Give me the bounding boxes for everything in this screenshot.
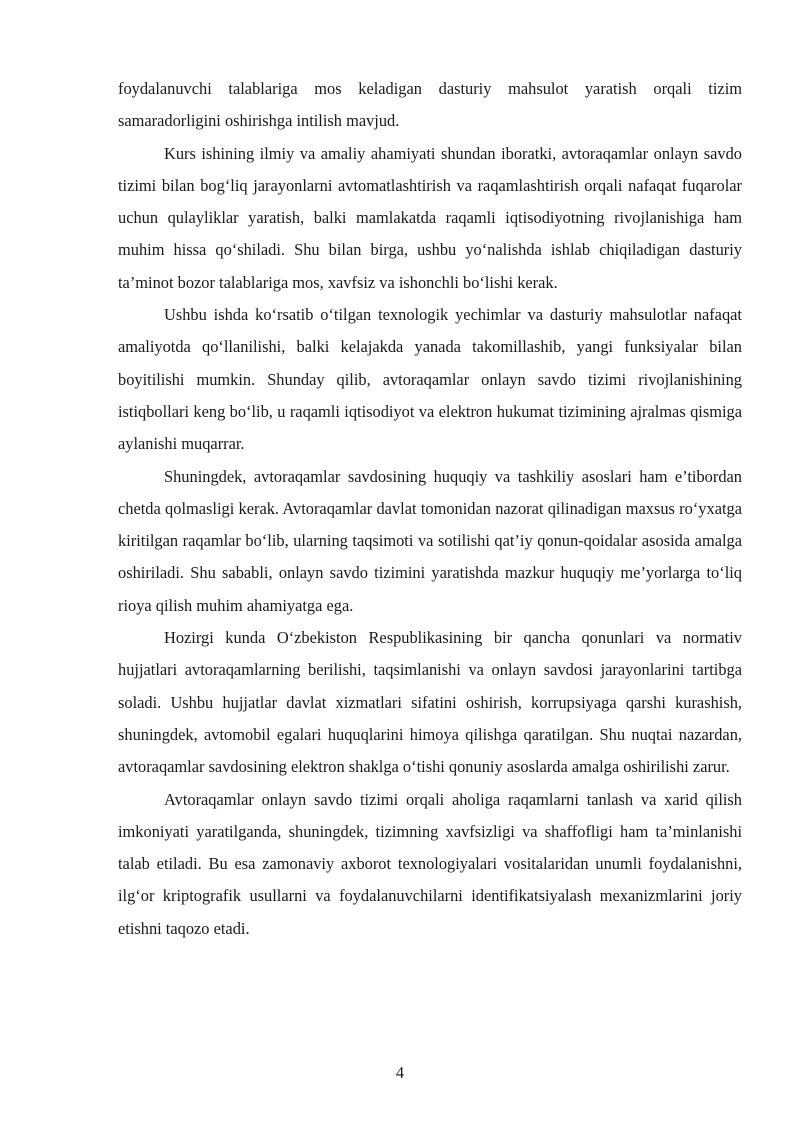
- document-page: [118, 73, 742, 945]
- paragraph-security: Avtoraqamlar onlayn savdo tizimi orqali aholiga raqamlarni tanlash va xarid qilish imkoniyati yaratilganda, shuningdek, tizimning xavfsizligi va shaffofligi ham ta’minlanishi talab etiladi. Bu esa zamonaviy axborot texnologiyalari vositalaridan unumli foydalanishni, ilg‘or kriptografik usullarni va foydalanuvchilarni identifikatsiyalash mexanizmlarini joriy etishni taqozo etadi.: [118, 789, 742, 938]
- paragraph-legal-basis: Shuningdek, avtoraqamlar savdosining huquqiy va tashkiliy asoslari ham e’tibordan chetda qolmasligi kerak. Avtoraqamlar davlat tomonidan nazorat qilinadigan maxsus ro‘yxatga kiritilgan raqamlar bo‘lib, ularning taqsimoti va sotilishi qat’iy qonun-qoidalar asosida amalga oshiriladi. Shu sababli, onlayn savdo tizimini yaratishda mazkur huquqiy me’yorlarga to‘liq rioya qilish muhim ahamiyatga ega.: [118, 466, 742, 615]
- paragraph-technology: Ushbu ishda ko‘rsatib o‘tilgan texnologik yechimlar va dasturiy mahsulotlar nafaqat amaliyotda qo‘llanilishi, balki kelajakda yanada takomillashib, yangi funksiyalar bilan boyitilishi mumkin. Shunday qilib, avtoraqamlar onlayn savdo tizimi rivojlanishining istiqbollari keng bo‘lib, u raqamli iqtisodiyot va elektron hukumat tizimining ajralmas qismiga aylanishi muqarrar.: [118, 305, 742, 454]
- paragraph-regulations: Hozirgi kunda O‘zbekiston Respublikasining bir qancha qonunlari va normativ hujjatlari avtoraqamlarning berilishi, taqsimlanishi va onlayn savdosi jarayonlarini tartibga soladi. Ushbu hujjatlar davlat xizmatlari sifatini oshirish, korrupsiyaga qarshi kurashish, shuningdek, avtomobil egalari huquqlarini himoya qilishga qaratilgan. Shu nuqtai nazardan, avtoraqamlar savdosining elektron shaklga o‘tishi qonuniy asoslarda amalga oshirilishi zarur.: [118, 628, 742, 777]
- page-number: 4: [395, 1063, 405, 1082]
- paragraph-significance: Kurs ishining ilmiy va amaliy ahamiyati shundan iboratki, avtoraqamlar onlayn savdo tizimi bilan bog‘liq jarayonlarni avtomatlashtirish va raqamlashtirish orqali nafaqat fuqarolar uchun qulayliklar yaratish, balki mamlakatda raqamli iqtisodiyotning rivojlanishiga ham muhim hissa qo‘shiladi. Shu bilan birga, ushbu yo‘nalishda ishlab chiqiladigan dasturiy ta’minot bozor talablariga mos, xavfsiz va ishonchli bo‘lishi kerak.: [118, 143, 742, 292]
- paragraph-continuation: foydalanuvchi talablariga mos keladigan dasturiy mahsulot yaratish orqali tizim samaradorligini oshirishga intilish mavjud.: [118, 79, 742, 131]
